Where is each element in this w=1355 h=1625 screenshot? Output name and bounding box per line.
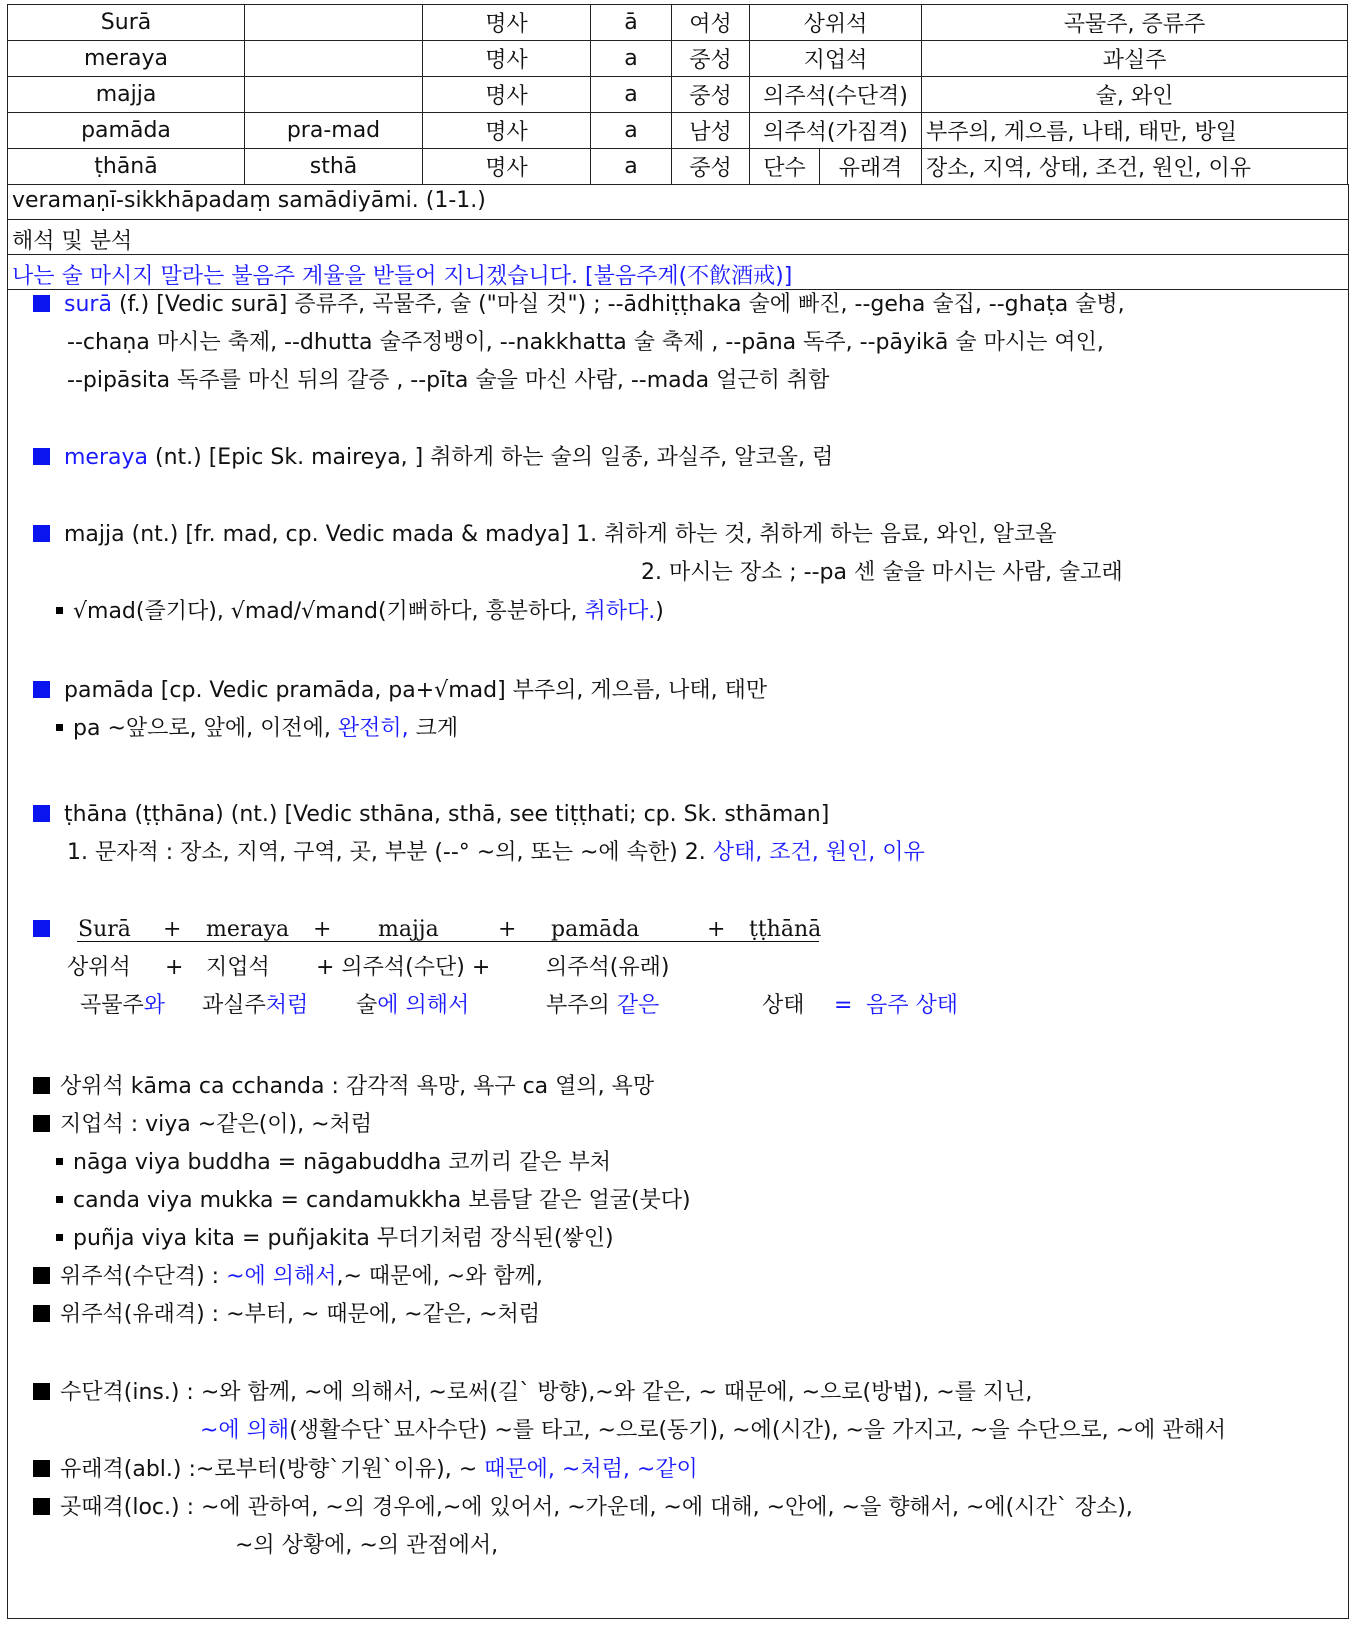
- note-loc-line2: ~의 상황에, ~의 관점에서,: [235, 1533, 499, 1558]
- entry-pamada-note: pa ~앞으로, 앞에, 이전에, 완전히, 크게: [56, 714, 458, 744]
- cell-stem: a: [591, 149, 672, 185]
- bullet-icon: [56, 724, 63, 731]
- bullet-icon: [56, 1234, 63, 1241]
- blue-square-icon: [33, 295, 50, 312]
- table-row: [8, 5, 1348, 41]
- cell-pos: 명사: [423, 113, 591, 149]
- section-title: 해석 및 분석: [12, 229, 133, 254]
- cell-compound: 지업석: [750, 41, 922, 77]
- bullet-icon: [56, 1158, 63, 1165]
- compound-word: ṭṭhānā: [749, 917, 822, 942]
- entry-meraya: [33, 443, 833, 473]
- table-row: [8, 77, 1348, 113]
- cell-pos: 명사: [423, 5, 591, 41]
- entry-text: pamāda [cp. Vedic pramāda, pa+√mad] 부주의, 게으름, 나태, 태만: [64, 678, 768, 703]
- cell-meaning: 과실주: [922, 41, 1348, 77]
- compound-word: majja: [378, 917, 439, 942]
- gloss-4: 부주의 같은: [546, 993, 660, 1018]
- note-ins-line2: ~에 의해(생활수단`묘사수단) ~를 타고, ~으로(동기), ~에(시간), ~을 가지고, ~을 수단으로, ~에 관해서: [200, 1418, 1226, 1443]
- compound-word: pamāda: [551, 917, 640, 942]
- note-sangwi: 상위석 kāma ca cchanda : 감각적 욕망, 욕구 ca 열의, 욕망: [33, 1072, 654, 1102]
- black-square-icon: [33, 1383, 50, 1400]
- example-1: nāga viya buddha = nāgabuddha 코끼리 같은 부처: [56, 1148, 611, 1178]
- note-loc: 곳때격(loc.) : ~에 관하여, ~의 경우에,~에 있어서, ~가운데, ~에 대해, ~안에, ~을 향해서, ~에(시간` 장소),: [33, 1493, 1133, 1523]
- entry-majja: [33, 520, 1057, 550]
- compound-square: [33, 915, 64, 945]
- entry-sura: [33, 290, 1125, 320]
- cell-meaning: 장소, 지역, 상태, 조건, 원인, 이유: [922, 149, 1348, 185]
- gloss-equals: =: [834, 993, 853, 1018]
- cell-gender: 중성: [672, 41, 750, 77]
- entry-text: majja (nt.) [fr. mad, cp. Vedic mada & madya] 1. 취하게 하는 것, 취하게 하는 음료, 와인, 알코올: [64, 522, 1057, 547]
- table-row: [8, 113, 1348, 149]
- cell-stem: a: [591, 41, 672, 77]
- black-square-icon: [33, 1305, 50, 1322]
- cell-compound: 상위석: [750, 5, 922, 41]
- cell-meaning: 곡물주, 증류주: [922, 5, 1348, 41]
- cell-compound: 의주석(수단격): [750, 77, 922, 113]
- cell-root: sthā: [245, 149, 423, 185]
- section-title-row: [7, 220, 1349, 255]
- entry-thana: [33, 800, 829, 830]
- entry-text: (f.) [Vedic surā] 증류주, 곡물주, 술 ("마실 것") ; --ādhiṭṭhaka 술에 빠진, --geha 술집, --ghaṭa 술병,: [118, 292, 1125, 317]
- compound-plus: +: [707, 917, 726, 942]
- gloss-result: 음주 상태: [866, 993, 959, 1018]
- black-square-icon: [33, 1077, 50, 1094]
- cell-pos: 명사: [423, 77, 591, 113]
- compound-word: Surā: [78, 917, 131, 942]
- black-square-icon: [33, 1460, 50, 1477]
- entry-pamada: [33, 676, 767, 706]
- cell-compound: 의주석(가짐격): [750, 113, 922, 149]
- headword: surā: [64, 292, 112, 317]
- compound-type: + 의주석(수단) +: [316, 955, 491, 980]
- black-square-icon: [33, 1498, 50, 1515]
- cell-stem: a: [591, 113, 672, 149]
- cell-root: pra-mad: [245, 113, 423, 149]
- entry-sura-line2: --chaṇa 마시는 축제, --dhutta 술주정뱅이, --nakkhatta 술 축제 , --pāna 독주, --pāyikā 술 마시는 여인,: [67, 330, 1104, 355]
- blue-square-icon: [33, 805, 50, 822]
- bullet-icon: [56, 607, 63, 614]
- blue-square-icon: [33, 525, 50, 542]
- compound-type: 의주석(유래): [546, 955, 670, 980]
- table-row: [8, 41, 1348, 77]
- cell-compound: 단수: [750, 149, 820, 185]
- black-square-icon: [33, 1115, 50, 1132]
- entry-majja-root: √mad(즐기다), √mad/√mand(기뻐하다, 흥분하다, 취하다.): [56, 597, 664, 627]
- cell-gender: 남성: [672, 113, 750, 149]
- compound-type: 지업석: [206, 955, 270, 980]
- compound-plus: +: [313, 917, 332, 942]
- black-square-icon: [33, 1267, 50, 1284]
- compound-type: 상위석: [67, 955, 131, 980]
- gloss-3: 술에 의해서: [356, 993, 470, 1018]
- cell-gender: 중성: [672, 149, 750, 185]
- blue-square-icon: [33, 448, 50, 465]
- bullet-icon: [56, 1196, 63, 1203]
- cell-root: [245, 77, 423, 113]
- cell-pos: 명사: [423, 41, 591, 77]
- compound-plus: +: [163, 917, 182, 942]
- pali-sentence: veramaṇī-sikkhāpadaṃ samādiyāmi. (1-1.): [12, 188, 486, 213]
- gloss-1: 곡물주와: [80, 993, 166, 1018]
- cell-stem: ā: [591, 5, 672, 41]
- example-3: puñja viya kita = puñjakita 무더기처럼 장식된(쌓인): [56, 1224, 614, 1254]
- entry-text: (nt.) [Epic Sk. maireya, ] 취하게 하는 술의 일종, 과실주, 알코올, 럼: [155, 445, 834, 470]
- gloss-2: 과실주처럼: [202, 993, 309, 1018]
- cell-word: majja: [8, 77, 245, 113]
- cell-word: Surā: [8, 5, 245, 41]
- note-wiju1: 위주석(수단격) : ~에 의해서,~ 때문에, ~와 함께,: [33, 1262, 543, 1292]
- note-jieop: 지업석 : viya ~같은(이), ~처럼: [33, 1110, 372, 1140]
- cell-meaning: 부주의, 게으름, 나태, 태만, 방일: [922, 113, 1348, 149]
- cell-meaning: 술, 와인: [922, 77, 1348, 113]
- compound-plus: +: [498, 917, 517, 942]
- entry-text: ṭhāna (ṭṭhāna) (nt.) [Vedic sthāna, sthā, see tiṭṭhati; cp. Sk. sthāman]: [64, 802, 830, 827]
- example-2: canda viya mukka = candamukkha 보름달 같은 얼굴(붓다): [56, 1186, 691, 1216]
- note-abl: 유래격(abl.) :~로부터(방향`기원`이유), ~ 때문에, ~처럼, ~같이: [33, 1455, 698, 1485]
- translation-row: [7, 255, 1349, 290]
- cell-root: [245, 5, 423, 41]
- cell-gender: 여성: [672, 5, 750, 41]
- headword: meraya: [64, 445, 148, 470]
- entry-thana-line2: 1. 문자적 : 장소, 지역, 구역, 곳, 부분 (--° ~의, 또는 ~에 속한) 2. 상태, 조건, 원인, 이유: [67, 840, 925, 865]
- compound-type-plus: +: [165, 955, 184, 980]
- blue-square-icon: [33, 920, 50, 937]
- cell-word: meraya: [8, 41, 245, 77]
- cell-root: [245, 41, 423, 77]
- translation-text: 나는 술 마시지 말라는 불음주 계율을 받들어 지니겠습니다. [불음주계(不飮酒戒)]: [12, 264, 793, 289]
- cell-word: pamāda: [8, 113, 245, 149]
- compound-underline: [77, 941, 819, 942]
- cell-compound2: 유래격: [820, 149, 922, 185]
- vocab-table: [7, 4, 1348, 185]
- gloss-5: 상태: [762, 993, 805, 1018]
- entry-majja-line2: 2. 마시는 장소 ; --pa 센 술을 마시는 사람, 술고래: [641, 560, 1123, 585]
- note-wiju2: 위주석(유래격) : ~부터, ~ 때문에, ~같은, ~처럼: [33, 1300, 540, 1330]
- cell-stem: a: [591, 77, 672, 113]
- cell-gender: 중성: [672, 77, 750, 113]
- cell-word: ṭhānā: [8, 149, 245, 185]
- blue-square-icon: [33, 681, 50, 698]
- compound-word: meraya: [206, 917, 290, 942]
- note-ins: 수단격(ins.) : ~와 함께, ~에 의해서, ~로써(길` 방향),~와 같은, ~ 때문에, ~으로(방법), ~를 지닌,: [33, 1378, 1032, 1408]
- entry-sura-line3: --pipāsita 독주를 마신 뒤의 갈증 , --pīta 술을 마신 사람, --mada 얼근히 취함: [67, 368, 830, 393]
- sentence-row: [7, 184, 1349, 220]
- cell-pos: 명사: [423, 149, 591, 185]
- table-row: [8, 149, 1348, 185]
